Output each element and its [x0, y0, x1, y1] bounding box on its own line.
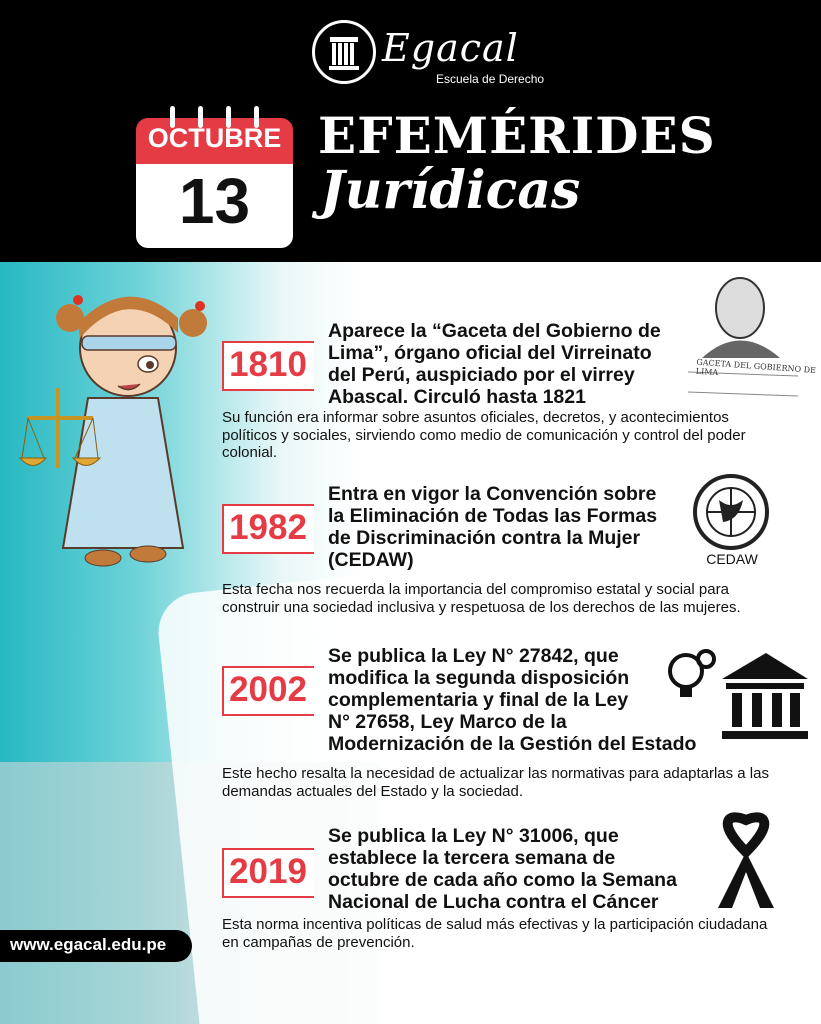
headline-line: Aparece la “Gaceta del Gobierno de: [328, 320, 661, 342]
brand-name: Egacal: [382, 26, 519, 70]
page-subtitle: Jurídicas: [320, 160, 581, 221]
event-description: [222, 765, 812, 800]
description-line: políticos y sociales, sirviendo como medio de comunicación y control del poder: [222, 426, 746, 444]
un-emblem-icon: [683, 470, 779, 554]
description-line: Su función era informar sobre asuntos oficiales, decretos, y acontecimientos: [222, 409, 729, 426]
event-description: [222, 409, 802, 462]
header-banner: [0, 0, 821, 262]
egacal-logo: [312, 20, 552, 90]
event-headline: [328, 825, 677, 913]
column-logo-icon: [312, 20, 376, 84]
event-year: 2002: [229, 670, 307, 709]
headline-line: Nacional de Lucha contra el Cáncer: [328, 891, 659, 913]
headline-line: Se publica la Ley N° 27842, que: [328, 645, 619, 667]
headline-line: Modernización de la Gestión del Estado: [328, 733, 697, 755]
event-headline: [328, 320, 661, 408]
event-year: 2019: [229, 852, 307, 891]
event-year: 1982: [229, 508, 307, 547]
gazette-portrait-icon: [680, 268, 808, 408]
headline-line: modifica la segunda disposición: [328, 667, 630, 689]
headline-line: establece la tercera semana de: [328, 847, 616, 869]
description-line: construir una sociedad inclusiva y respetuosa de los derechos de las mujeres.: [222, 598, 741, 616]
description-line: Este hecho resalta la necesidad de actualizar las normativas para adaptarlas a las: [222, 765, 769, 782]
government-building-icon: [660, 645, 808, 745]
headline-line: (CEDAW): [328, 549, 414, 571]
description-line: Esta fecha nos recuerda la importancia del compromiso estatal y social para: [222, 581, 729, 598]
headline-line: de Discriminación contra la Mujer: [328, 527, 641, 549]
event-description: [222, 581, 802, 616]
headline-line: Lima”, órgano oficial del Virreinato: [328, 342, 652, 364]
calendar-badge: [136, 106, 293, 248]
description-line: en campañas de prevención.: [222, 933, 415, 951]
headline-line: octubre de cada año como la Semana: [328, 869, 677, 891]
event-description: [222, 916, 812, 951]
calendar-month: OCTUBRE: [147, 123, 282, 153]
headline-line: Se publica la Ley N° 31006, que: [328, 825, 619, 847]
headline-line: Entra en vigor la Convención sobre: [328, 483, 657, 505]
headline-line: N° 27658, Ley Marco de la: [328, 711, 567, 733]
gazette-caption: GACETA DEL GOBIERNO DE LIMA: [695, 357, 817, 378]
event-headline: [328, 645, 696, 755]
calendar-day: 13: [178, 165, 251, 237]
event-year: 1810: [229, 345, 307, 384]
description-line: colonial.: [222, 444, 278, 461]
cedaw-label: CEDAW: [706, 551, 758, 567]
event-headline: [328, 483, 657, 571]
website-url[interactable]: www.egacal.edu.pe: [10, 935, 167, 954]
lady-justice-girl-illustration: [18, 278, 228, 578]
brand-subtitle: Escuela de Derecho: [436, 72, 545, 86]
headline-line: complementaria y final de la Ley: [328, 689, 629, 711]
headline-line: Abascal. Circuló hasta 1821: [328, 386, 586, 408]
page-title: EFEMÉRIDES: [318, 106, 716, 165]
headline-line: del Perú, auspiciado por el virrey: [328, 364, 635, 386]
description-line: demandas actuales del Estado y la sociedad.: [222, 782, 524, 800]
headline-line: la Eliminación de Todas las Formas: [328, 505, 658, 527]
description-line: Esta norma incentiva políticas de salud más efectivas y la participación ciudadana: [222, 916, 768, 933]
awareness-ribbon-icon: [706, 812, 786, 912]
